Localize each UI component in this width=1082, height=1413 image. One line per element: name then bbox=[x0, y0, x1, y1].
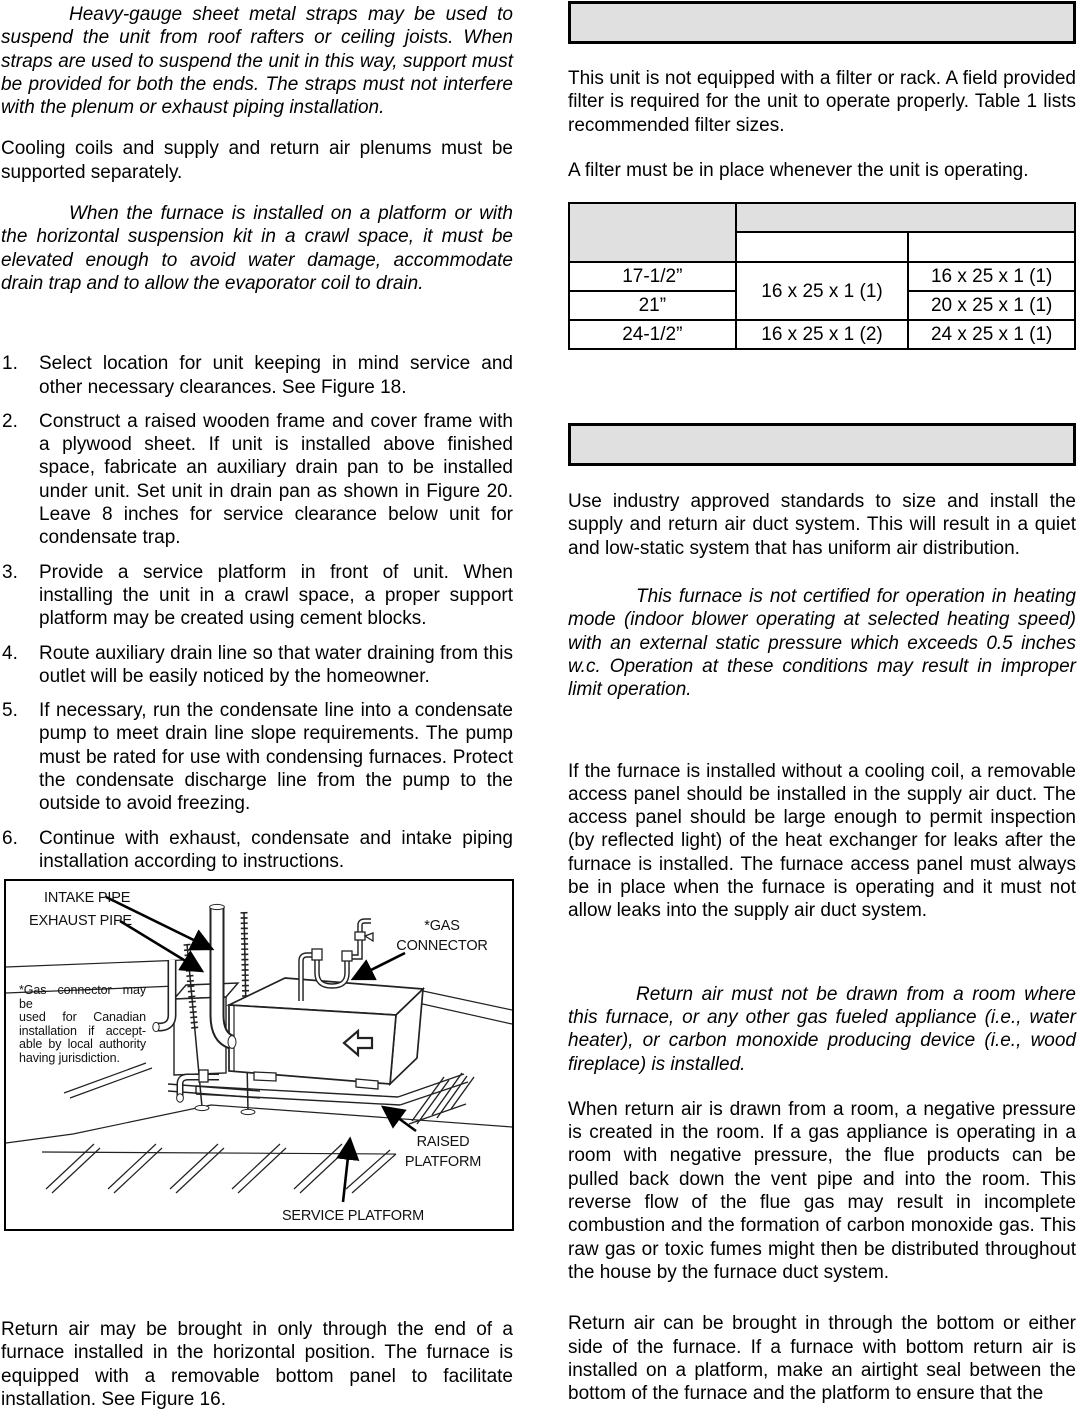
figure-note-line: able by local authority bbox=[19, 1037, 146, 1052]
figure-label-exhaust-pipe: EXHAUST PIPE bbox=[29, 913, 132, 929]
figure-label-gas-connector bbox=[382, 916, 502, 956]
cell-cabinet-width: 17-1/2” bbox=[569, 262, 736, 291]
cell-side-return: 16 x 25 x 1 (2) bbox=[736, 320, 909, 349]
list-item-text: If necessary, run the condensate line into a condensate pump to meet drain line slope requirements. The pump must be rated for use with condensing furnaces. Protect the condensate discharge line from the pump to the outside to avoid freezing. bbox=[39, 700, 513, 815]
list-number: 2. bbox=[2, 410, 18, 432]
figure-label-raised-line2: PLATFORM bbox=[404, 1154, 482, 1170]
figure-note-line: used for Canadian bbox=[19, 1010, 146, 1025]
list-item bbox=[1, 410, 513, 550]
figure-note-line: having jurisdiction. bbox=[19, 1050, 120, 1065]
section-heading-box-duct bbox=[568, 423, 1076, 466]
paragraph-filter-in-place: A filter must be in place whenever the unit is operating. bbox=[568, 159, 1029, 181]
figure-label-gas-line2: CONNECTOR bbox=[396, 938, 488, 954]
right-column bbox=[568, 0, 1076, 1405]
paragraph-negative-pressure: When return air is drawn from a room, a negative pressure is created in the room. If a gas appliance is operating in a room with negative pressure, the flue products can be pulled back down the vent pipe and into the room. This reverse flow of the flue gas may result in incomplete combustion and the formation of carbon monoxide gas. This raw gas or toxic fumes might then be distributed throughout the house by the furnace duct system. bbox=[568, 1098, 1076, 1283]
paragraph-bottom-return: Return air can be brought in through the bottom or either side of the furnace. If a furnace with bottom return air is installed on a platform, make an airtight seal between the bottom of the furnace and the platform to ensure that the bbox=[568, 1313, 1076, 1405]
paragraph-duct-standards: Use industry approved standards to size and install the supply and return air duct system. This will result in a quiet and low-static system that has uniform air distribution. bbox=[568, 491, 1076, 559]
list-number: 1. bbox=[2, 353, 18, 375]
list-item-text: Provide a service platform in front of unit. When installing the unit in a crawl space, a proper support platform may be created using cement blocks. bbox=[39, 561, 513, 630]
list-number: 3. bbox=[2, 561, 18, 583]
paragraph-cooling-coils: Cooling coils and supply and return air plenums must be supported separately. bbox=[1, 138, 513, 183]
paragraph-return-air-horizontal: Return air may be brought in only through the end of a furnace installed in the horizontal position. The furnace is equipped with a removable bottom panel to facilitate installation. See Figure 16. bbox=[1, 1319, 513, 1410]
list-item bbox=[1, 642, 513, 689]
list-item-text: Continue with exhaust, condensate and intake piping installation according to instructions. bbox=[39, 827, 513, 872]
left-column bbox=[1, 0, 513, 873]
list-item bbox=[1, 561, 513, 631]
paragraph-access-panel: If the furnace is installed without a cooling coil, a removable access panel should be installed in the supply air duct. The access panel should be large enough to permit inspection (by reflected light) of the heat exchanger for leaks after the furnace is installed. The furnace access panel must always be in place when the furnace is operating and it must not allow leaks into the supply air duct system. bbox=[568, 760, 1076, 922]
list-number: 6. bbox=[2, 827, 18, 849]
figure-label-raised-line1: RAISED bbox=[416, 1134, 470, 1150]
list-item bbox=[1, 699, 513, 815]
figure-label-intake-pipe: INTAKE PIPE bbox=[44, 890, 131, 906]
figure-label-service-platform: SERVICE PLATFORM bbox=[281, 1208, 425, 1224]
cell-bottom-return: 24 x 25 x 1 (1) bbox=[908, 320, 1075, 349]
table-header-cabinet bbox=[569, 203, 736, 262]
list-item-text: Construct a raised wooden frame and cover frame with a plywood sheet. If unit is installed above finished space, fabricate an auxiliary drain pan to be installed under unit. Set unit in drain pan as shown in Figure 20. Leave 8 inches for service clearance below unit for condensate trap. bbox=[39, 410, 513, 549]
list-item bbox=[1, 827, 513, 874]
installation-figure bbox=[4, 879, 514, 1231]
figure-note-line: installation if accept- bbox=[19, 1023, 146, 1038]
figure-note-line: *Gas connector may be bbox=[19, 983, 146, 1011]
section-heading-box-filter bbox=[568, 1, 1076, 44]
paragraph-straps: Heavy-gauge sheet metal straps may be used to suspend the unit from roof rafters or ceiling joists. When straps are used to suspend the unit in this way, support must be provided for both the ends. The straps must not interfere with the plenum or exhaust piping installation. bbox=[1, 4, 513, 119]
list-number: 4. bbox=[2, 642, 18, 664]
list-item-text: Route auxiliary drain line so that water draining from this outlet will be easily noticed by the homeowner. bbox=[39, 642, 513, 687]
paragraph-filter-required: This unit is not equipped with a filter or rack. A field provided filter is required for the unit to operate properly. Table 1 lists recommended filter sizes. bbox=[568, 68, 1076, 136]
filter-size-table bbox=[568, 202, 1076, 350]
list-item-text: Select location for unit keeping in mind service and other necessary clearances. See Figure 18. bbox=[39, 353, 513, 398]
table-subheader-bottom bbox=[908, 232, 1075, 262]
list-item bbox=[1, 352, 513, 399]
paragraph-return-air-warning: Return air must not be drawn from a room where this furnace, or any other gas fueled appliance (i.e., water heater), or carbon monoxide producing device (i.e., wood fireplace) is installed. bbox=[568, 983, 1076, 1075]
paragraph-platform-crawlspace: When the furnace is installed on a platform or with the horizontal suspension kit in a crawl space, it must be elevated enough to avoid water damage, accommodate drain trap and to allow the evaporator coil to drain. bbox=[1, 203, 513, 294]
table-row bbox=[569, 320, 1075, 349]
paragraph-not-certified: This furnace is not certified for operation in heating mode (indoor blower operating at selected heating speed) with an external static pressure which exceeds 0.5 inches w.c. Operation at these conditions may result in improper limit operation. bbox=[568, 586, 1076, 701]
table-header-filter-group bbox=[736, 203, 1075, 232]
cell-bottom-return: 16 x 25 x 1 (1) bbox=[908, 262, 1075, 291]
cell-cabinet-width: 21” bbox=[569, 291, 736, 320]
cell-cabinet-width: 24-1/2” bbox=[569, 320, 736, 349]
list-number: 5. bbox=[2, 700, 18, 722]
figure-label-raised-platform bbox=[400, 1132, 486, 1172]
figure-label-gas-line1: *GAS bbox=[424, 918, 460, 934]
table-subheader-side bbox=[736, 232, 909, 262]
table-header-row bbox=[569, 203, 1075, 232]
cell-bottom-return: 20 x 25 x 1 (1) bbox=[908, 291, 1075, 320]
figure-note-gas-connector bbox=[19, 984, 146, 1066]
cell-side-return-merged: 16 x 25 x 1 (1) bbox=[736, 262, 909, 320]
table-row bbox=[569, 262, 1075, 291]
